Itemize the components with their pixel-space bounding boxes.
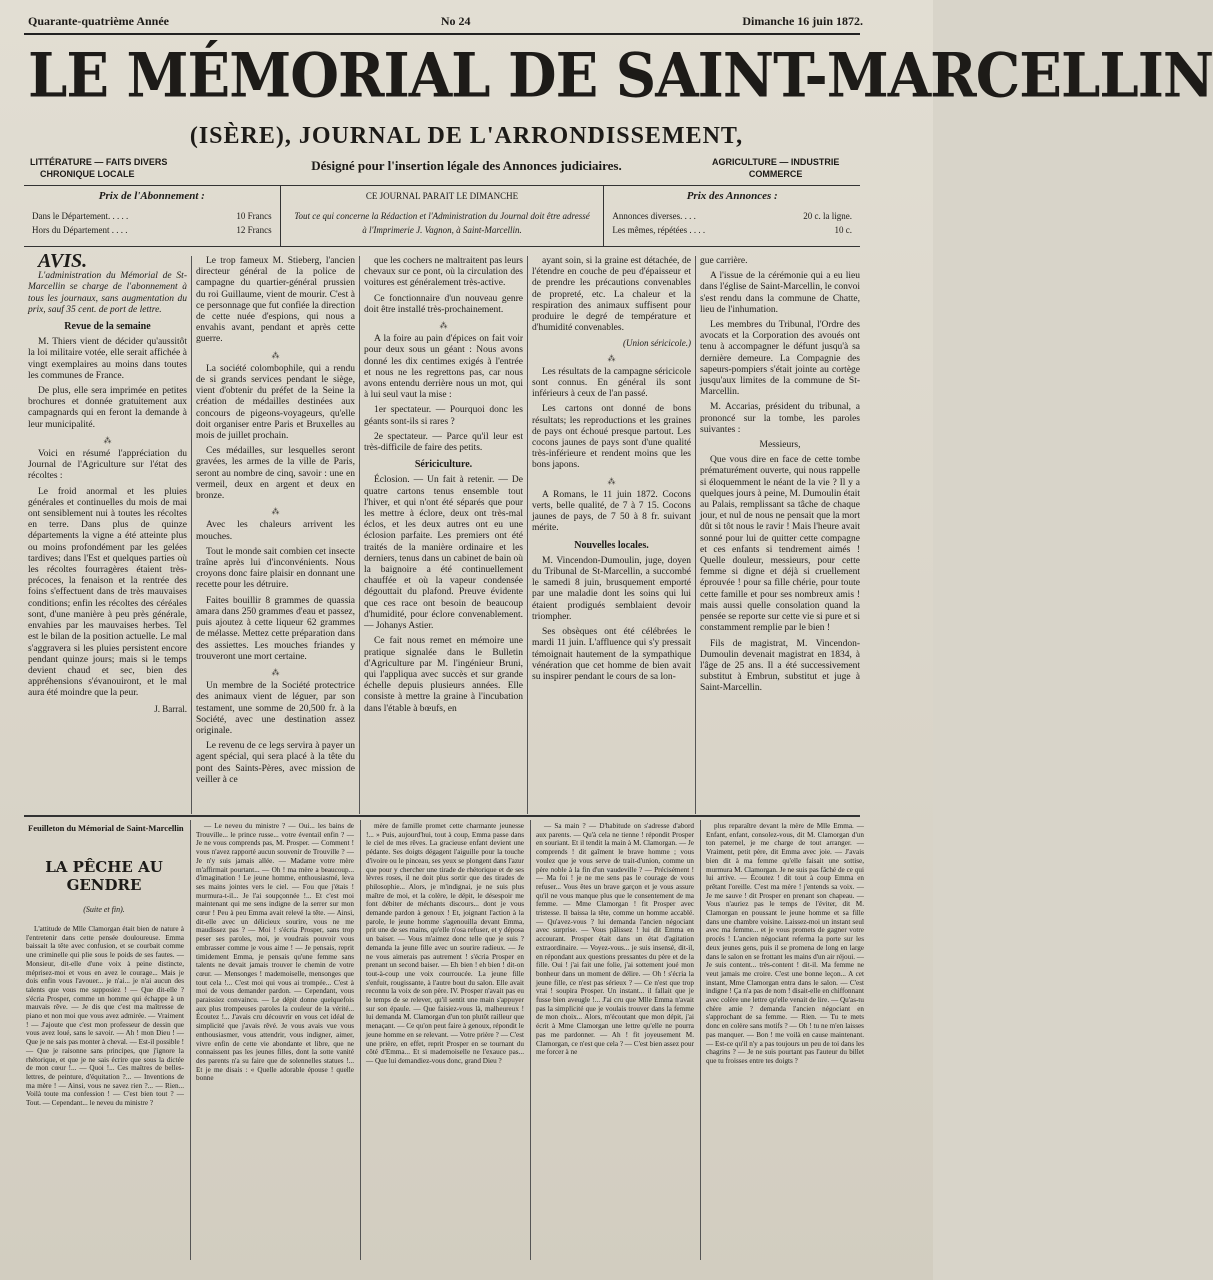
announcements-row: [612, 209, 852, 223]
article-paragraph: Ses obsèques ont été célébrées le mardi 11 juin. L'affluence qui s'y pressait témoignait hautement de la sympathique vénération que cet homme de bien avait su inspirer pendant le cours de sa lon-: [532, 627, 691, 682]
edition-year: Quarante-quatrième Année: [28, 14, 169, 28]
subscription-row-price: 12 Francs: [236, 225, 272, 235]
left-topics: [30, 156, 167, 180]
feuilleton-column-2: [196, 822, 354, 1265]
subscription-box: [24, 186, 280, 246]
subscription-row-price: 10 Francs: [236, 211, 272, 221]
subscription-row-label: Hors du Département . . . .: [32, 225, 128, 235]
article-paragraph: Le froid anormal et les pluies générales et continuelles du mois de mai ont sensiblement nui à toutes les récoltes en terre. Dans plus de quinze départements la vigne a été atteinte plus ou moins profondément par les gelées tardives; dans l'Est et quelques parties où les récoltes fourragères étaient très-précoces, la fenaison et la rentrée des foins s'effectuent dans de très mauvaises conditions; enfin les récoltes des céréales sont, d'une manière à peu près générale, envahies par les mauvaises herbes. Tel est le bilan de la position actuelle. Le mal s'aggravera si les pluies persistent encore pendant quinze jours; mais si le temps devient chaud et sec, bien des appréhensions s'évanouiront, et le mal aura été moindre que la peur.: [28, 486, 187, 699]
nouvelles-title: Nouvelles locales.: [574, 539, 649, 551]
signature: J. Barral.: [154, 703, 187, 714]
article-paragraph: Un membre de la Société protectrice des animaux vient de léguer, par son testament, une somme de 20,500 fr. à la Société, avec une destination assez originale.: [196, 681, 355, 736]
feuilleton-text: — Sa main ? — D'habitude on s'adresse d'abord aux parents. — Qu'à cela ne tienne ! répondit Prosper en souriant. Et il tendit la main à M. Clamorgan. — Je comprends ! dit gaîment le brave homme ; vous voulez que je vous serve de trait-d'union, comme un père noble à la fin d'un vaudeville ? — Précisément ! — Ma foi ! je ne me sens pas le courage de vous refuser... Vous êtes un brave garçon et je vous assure qu'il ne vous manque plus que le consentement de ma femme. — Mme Clamorgan ! fit Prosper avec tristesse. Il baissa la tête, comme un homme accablé. — Qu'avez-vous ? lui demanda l'ancien négociant avec surprise. — Vous pâlissez ! lui dit Emma en accourant. Prosper était dans un état d'agitation extraordinaire. — Voyez-vous... je suis insensé, dit-il, en répondant aux questions pressantes du père et de la fille. Oui ! j'ai fait une folie, j'ai sottement joué mon bonheur dans un moment de délire. — Oh ! s'écria la jeune fille, ce n'est pas sérieux ? — Ce n'est que trop vrai ! soupira Prosper. Un instant... il fallait que je fusse bien aveugle !... J'ai cru que Mlle Emma n'avait pas la simplicité que je voulais trouver dans la femme de mon choix... Alors, m'écoutant que mon dépit, j'ai écrit à Mme Clamorgan une lettre qu'elle ne pourra pas me pardonner. — Ah ! fit joyeusement M. Clamorgan, ce n'est que cela ? — C'est bien assez pour me forcer à ne: [536, 822, 694, 1057]
masthead-subtitle: (ISÈRE), JOURNAL DE L'ARRONDISSEMENT,: [189, 123, 744, 149]
article-paragraph: Les membres du Tribunal, l'Ordre des avocats et la Corporation des avoués ont tenu à accompagner le défunt jusqu'à sa dernière demeure. La Compagnie des sapeurs-pompiers s'était jointe au cortège jusqu'aux limites de la commune de St-Marcellin.: [700, 320, 860, 398]
column-divider: [530, 820, 531, 1260]
article-paragraph: M. Accarias, président du tribunal, a prononcé sur la tombe, les paroles suivantes :: [700, 402, 860, 435]
article-paragraph: Le trop fameux M. Stieberg, l'ancien directeur général de la police de campagne du quartier-général prussien du roi Guillaume, vient de mourir. C'est à ce personnage que fut confiée la direction de cette nuée d'espions, qui nous a envahis avant, pendant et après cette guerre.: [196, 256, 355, 345]
article-paragraph: Le revenu de ce legs servira à payer un agent spécial, qui sera placé à la tête du pont des Saints-Pères, avec mission de veiller à ce: [196, 741, 355, 785]
column-3: [360, 256, 528, 814]
feuilleton-text: mère de famille promet cette charmante jeunesse !... » Puis, aujourd'hui, tout à coup, Emma passe dans le ciel de mes rêves. La gracieuse enfant devient une pédante. Ses doigts dégagent l'aiguille pour la touche d'ivoire ou le pinceau, ses yeux se plongent dans l'azur que pour y chercher une tirade de rhétorique et de ses lèvres roses, il ne doit plus sortir que des tirades de philosophie... Alors, je m'indignai, je ne suis plus maître de moi, et la colère, le dépit, le désespoir me font débiter de méchants discours... dont je vous demande pardon à genoux ! Et, joignant l'action à la parole, le jeune homme s'agenouilla devant Emma, prit une de ses mains, qu'elle n'osa refuser, et y déposa un baiser. — Vous m'aimez donc telle que je suis ? demanda la jeune fille avec un sourire radieux. — Je ne vous aimerais pas autrement ! s'écria Prosper en prenant un second baiser. — Eh bien ! eh bien ! dit-on tout-à-coup une voix courroucée. La jeune fille s'enfuit, rougissante, à l'autre bout du salon. Elle avait reconnu la voix de son père. IV. Prosper n'avait pas eu le temps de se relever, qu'il sentit une main s'appuyer sur son épaule. — Que faisiez-vous là, malheureux ! lui demanda M. Clamorgan d'un ton plutôt railleur que menaçant. — Ce qu'on peut faire à genoux, répondit le jeune homme en se relevant. — Votre prière ? — C'est une prière, en effet, reprit Prosper en se tournant du côté d'Emma... Et si mademoiselle ne l'exauce pas... — Que lui demandiez-vous donc, grand Dieu ?: [366, 822, 524, 1065]
notice-line: CE JOURNAL PARAIT LE DIMANCHE: [365, 191, 519, 201]
speech-salutation: Messieurs,: [759, 440, 801, 451]
separator-stars: ⁂: [103, 435, 112, 445]
edition-date: Dimanche 16 juin 1872.: [742, 14, 863, 28]
feuilleton-divider: [24, 815, 860, 817]
article-paragraph: Que vous dire en face de cette tombe prématurément ouverte, qui nous rappelle si éloquemment le néant de la vie ? Il y a quelques jours à peine, M. Dumoulin était au Palais, remplissant sa tâche de chaque jour, et nul de nous ne pensait que la mort dût si tôt nous le ravir ! Mais l'heure avait sonné pour lui de quitter cette compagne et ces enfants si tendrement aimés ! Quelle douleur, messieurs, pour cette femme si digne et déjà si cruellement éprouvée ! pour sa fille chérie, pour toute cette famille et pour ses nombreux amis ! mais aussi quelle consolation quand la pensée se reporte sur cette vie si pure et si constamment remplie par le bien !: [700, 455, 860, 634]
column-divider: [700, 820, 701, 1260]
article-paragraph: Les résultats de la campagne séricicole sont connus. En général ils sont inférieurs à ceux de l'an passé.: [532, 366, 691, 400]
announcements-row-price: 20 c. la ligne.: [803, 211, 853, 221]
article-paragraph: Fils de magistrat, M. Vincendon-Dumoulin devenait magistrat en 1834, à l'âge de 25 ans. Il a été successivement substitut à Embrun, substitut et juge à Saint-Marcellin.: [700, 638, 860, 694]
separator-stars: ⁂: [439, 321, 448, 331]
column-divider: [360, 820, 361, 1260]
article-paragraph: Ce fonctionnaire d'un nouveau genre doit être installé très-prochainement.: [364, 293, 523, 315]
article-paragraph: Faites bouillir 8 grammes de quassia amara dans 250 grammes d'eau et passez, puis ajoutez à cette liqueur 62 grammes de mélasse. Mettez cette préparation dans des assiettes. Les mouches friandes y trouveront une mort certaine.: [196, 595, 355, 662]
article-paragraph: 1er spectateur. — Pourquoi donc les géants sont-ils si rares ?: [364, 405, 523, 427]
feuilleton-text: plus reparaître devant la mère de Mlle Emma. — Enfant, enfant, consolez-vous, dit M. Clamorgan d'un ton paternel, je me charge de tout arranger. — Vraiment, petit père, dit Emma avec joie. — J'avais bien dit à ma femme qu'elle faisait une sottise, murmura M. Clamorgan. Je ne suis pas fâché de ce qui lui arrive. — Écoutez ! dit tout à coup Emma en prêtant l'oreille. C'est ma mère ! j'entends sa voix. — Je me sauve ! dit Prosper en prenant son chapeau. — Vous n'auriez pas le temps de l'éviter, dit M. Clamorgan en poussant le jeune homme et sa fille dans une chambre voisine. Laissez-moi un instant seul avec ma femme... et je vous promets de gagner votre procès ! L'ancien négociant referma la porte sur les deux jeunes gens, puis il se promena de long en large dans le salon en se frottant les mains d'un air réjoui. — Je suis content... très-content ! dit-il. Ma femme ne veut jamais me croire. C'est une bonne leçon... A cet instant, Mme Clamorgan entra dans le salon. — C'est indigne ! Ça n'a pas de nom ! disait-elle en chiffonnant avec colère une lettre qu'elle venait de lire. — Qu'as-tu chère amie ? demanda l'ancien négociant en s'approchant de sa femme. — Rien. — Tu te mets donc en colère sans motifs ? — Oh ! tu ne m'en laisses pas manquer. — Bon ! me voilà en cause maintenant. — Est-ce qu'il n'y a pas toujours un peu de toi dans les chagrins ? — Je ne suis pourtant pas l'auteur du billet que tu froisses entre tes doigts ?: [706, 822, 864, 1065]
notice-line: Tout ce qui concerne la Rédaction et l'Administration du Journal doit être adressé: [294, 211, 590, 221]
left-topics-line2: CHRONIQUE LOCALE: [40, 169, 135, 179]
legal-designation: Désigné pour l'insertion légale des Annonces judiciaires.: [311, 158, 622, 173]
feuilleton-label: Feuilleton du Mémorial de Saint-Marcellin: [28, 823, 184, 833]
article-paragraph: La société colombophile, qui a rendu de si grands services pendant le siège, vient d'obtenir du préfet de la Seine la création de médailles destinées aux concours de pigeons-voyageurs, qu'elle doit organiser entre Paris et Bruxelles au mois de juillet prochain.: [196, 363, 355, 442]
article-paragraph: A Romans, le 11 juin 1872. Cocons verts, belle qualité, de 7 à 7 15. Cocons jaunes de pays, de 7 50 à 8 fr. suivant mérite.: [532, 489, 691, 534]
revue-title: Revue de la semaine: [64, 321, 151, 333]
article-paragraph: ayant soin, si la graine est détachée, de l'étendre en couche de peu d'épaisseur et de prendre les précautions convenables de propreté, etc. La chaleur et la respiration des animaux suffisent pour produire le degré de température et d'humidité convenables.: [532, 256, 691, 334]
sericulture-title: Sériciculture.: [414, 459, 473, 471]
article-paragraph: M. Thiers vient de décider qu'aussitôt la loi militaire votée, elle serait affichée à vingt exemplaires au moins dans toutes les communes de France.: [28, 337, 187, 381]
feuilleton-text: — Le neveu du ministre ? — Oui... les bains de Trouville... le prince russe... votre éventail enfin ? — Je ne vous comprends pas, M. Prosper. — Comment ! vous n'avez rapporté aucun souvenir de Trouville ? — Je n'y suis jamais allée. — Madame votre mère m'affirmait pourtant... — Oh ! ma mère a beaucoup... d'imagination ! Le jeune homme, enthousiasmé, leva ses mains jointes vers le ciel. — Fou que j'étais ! murmura-t-il... Je l'ai soupçonnée !... Et c'est moi maintenant qui me sens indigne de la serrer sur mon cœur ! Peu à peu Emma avait relevé la tête. — Ainsi, dit-elle avec un délicieux sourire, vous ne me maudissez pas ? — Moi ! s'écria Prosper, sans trop peser ses paroles, moi, je voudrais pouvoir vous embrasser comme je vous aime ! — Je pensais, reprit timidement Emma, je pensais qu'une femme sans talents ne devait jamais trouver le chemin de votre cœur. — Mensonges ! mademoiselle, mensonges que tout cela !... C'est moi qui vous ai trompée... C'est à moi de vous demander pardon. — Cependant, vous paraissiez convaincu. — Le dépit donne quelquefois aux plus trompeuses paroles la couleur de la vérité... Écoutez !... J'avais cru découvrir en vous cet idéal de simplicité que j'avais rêvé. Je vous avais vue vous enthousiasmer, vous attendrir, vous indigner, aimer, vivre enfin de cette vie abondante et libre, que ne connaissent pas les jeunes filles, dont la sotte vanité des parents n'a su faire que de solennelles statues !... Et je me disais : « Quelle adorable épouse ! quelle bonne: [196, 822, 354, 1083]
top-rule: [24, 33, 860, 35]
feuilleton-column-1: [26, 925, 184, 1265]
subscription-row: [32, 209, 272, 223]
notice-line: à l'Imprimerie J. Vagnon, à Saint-Marcellin.: [362, 225, 522, 235]
announcements-box: [604, 186, 860, 246]
separator-stars: ⁂: [271, 667, 280, 677]
subscription-row-label: Dans le Département. . . . .: [32, 211, 129, 221]
announcements-title: Prix des Annonces :: [686, 190, 778, 202]
column-5: [696, 256, 864, 814]
separator-stars: ⁂: [607, 476, 616, 486]
main-columns: [24, 250, 864, 814]
article-paragraph: Ces médailles, sur lesquelles seront gravées, les armes de la ville de Paris, seront au nombre de cinq, savoir : une en vermeil, deux en argent et deux en bronze.: [196, 446, 355, 502]
column-2: [192, 256, 360, 814]
source-note: (Union séricicole.): [623, 338, 691, 349]
article-paragraph: Voici en résumé l'appréciation du Journal de l'Agriculture sur l'état des récoltes :: [28, 449, 187, 482]
avis-title: AVIS.: [38, 250, 88, 272]
article-paragraph: M. Vincendon-Dumoulin, juge, doyen du Tribunal de St-Marcellin, a succombé le samedi 8 juin, brusquement emporté par une maladie dont les soins qui lui étaient prodigués semblaient devoir triompher.: [532, 555, 691, 622]
column-1: [24, 250, 192, 814]
right-topics-line1: AGRICULTURE — INDUSTRIE: [712, 157, 840, 167]
feuilleton-column-3: [366, 822, 524, 1265]
edition-line: [28, 14, 863, 29]
article-paragraph: Tout le monde sait combien cet insecte traîne après lui d'inconvénients. Nous croyons donc faire plaisir en donnant une recette pour les détruire.: [196, 546, 355, 591]
article-paragraph: 2e spectateur. — Parce qu'il leur est très-difficile de faire des petits.: [364, 431, 523, 454]
article-paragraph: gue carrière.: [700, 256, 748, 266]
announcements-row-label: Annonces diverses. . . .: [612, 211, 696, 221]
separator-stars: ⁂: [271, 350, 280, 360]
article-paragraph: Les cartons ont donné de bons résultats; les reproductions et les graines de pays ont échoué presque partout. Les cocons jaunes de pays sont d'une qualité très-inférieure et rendent moins que les bons japons.: [532, 404, 691, 471]
left-topics-line1: LITTÉRATURE — FAITS DIVERS: [30, 157, 168, 167]
subscription-row: [32, 223, 272, 237]
column-divider: [190, 820, 191, 1260]
price-box-row: [24, 185, 860, 247]
publication-notice: [280, 186, 605, 246]
article-paragraph: A l'issue de la cérémonie qui a eu lieu dans l'église de Saint-Marcellin, le convoi s'est rendu dans la commune de Chatte, lieu de l'inhumation.: [700, 271, 860, 315]
separator-stars: ⁂: [271, 507, 280, 517]
article-paragraph: Avec les chaleurs arrivent les mouches.: [196, 520, 355, 542]
subscription-title: Prix de l'Abonnement :: [98, 190, 205, 202]
feuilleton-suite: (Suite et fin).: [83, 905, 125, 914]
article-paragraph: Ce fait nous remet en mémoire une pratique signalée dans le Bulletin d'Agriculture par M. l'ingénieur Bruni, qui l'appliqua avec succès et sur grande échelle depuis plusieurs années. Elle consiste à mettre la graine à l'incubation dans l'étable à bœufs, en: [364, 636, 523, 714]
feuilleton-column-5: [706, 822, 864, 1265]
article-paragraph: que les cochers ne maltraitent pas leurs chevaux sur ce pont, où la circulation des voitures est généralement très-active.: [364, 256, 523, 289]
feuilleton-title: LA PÊCHE AU GENDRE: [45, 858, 163, 894]
right-topics: [712, 156, 839, 180]
separator-stars: ⁂: [607, 353, 616, 363]
article-paragraph: De plus, elle sera imprimée en petites brochures et donnée gratuitement aux campagnards qui en feront la demande à leur municipalité.: [28, 386, 187, 430]
avis-text: L'administration du Mémorial de St-Marcellin se charge de l'abonnement à tous les journaux, sans augmentation du prix, sauf 35 cent. de port de lettre.: [28, 271, 187, 315]
announcements-row-label: Les mêmes, répétées . . . .: [612, 225, 706, 235]
feuilleton-text: L'attitude de Mlle Clamorgan était bien de nature à l'entretenir dans cette pensée douloureuse. Emma baissait la tête avec confusion, et se courbait comme une criminelle qui plie sous le poids de ses fautes. — Monsieur, dit-elle d'une voix à peine distincte, méprisez-moi et vous en avez le courage... Mais je dois enfin vous l'avouer... je n'ai... je n'ai aucun des talents que vous me supposiez ! — Que dit-elle ? s'écria Prosper, comme un homme qui échappe à un mauvais rêve. — Je dis que c'est ma maîtresse de piano et non moi que vous avez admirée. — Vraiment ! — J'ajoute que c'est mon professeur de dessin que vous avez loué, sans le savoir. — Ah ! mon Dieu ! — Que je ne sais pas monter à cheval. — Est-il possible ! — Que je raisonne sans principes, que j'ignore la rhétorique, et que je ne sais écrire que sous la dictée de mon cœur !... — Quoi !... Ces maîtres de belles-lettres, de peinture, d'équitation ?... — Inventions de ma mère ! — Ainsi, vous ne savez rien ?... — Rien... Voilà toute ma confession ! — C'est bien tout ? — Tout. — Cependant... le neveu du ministre ?: [26, 925, 184, 1108]
article-paragraph: A la foire au pain d'épices on fait voir pour deux sous un géant : Nous avons donné les dix centimes exigés à l'entrée et nous ne les regrettons pas, car nous avons entendu derrière nous un mot, qui à lui seul vaut la mise :: [364, 334, 523, 401]
article-paragraph: Éclosion. — Un fait à retenir. — De quatre cartons tenus ensemble tout l'hiver, et qui n'ont été séparés que pour les mettre à éclore, deux ont très-mal éclos, et les deux autres ont eu une éclosion parfaite. Les premiers ont été traités de la manière ordinaire et les derniers, tenus dans un cabinet de bain où la baignoire a été continuellement chauffée et où la vapeur condensée dégouttait du plafond. Preuve évidente que ces race ont besoin de beaucoup d'humidité, pour éclore convenablement. — Johanys Astier.: [364, 475, 523, 632]
edition-number: No 24: [440, 14, 471, 28]
announcements-row-price: 10 c.: [834, 225, 853, 235]
column-4: [528, 256, 696, 814]
announcements-row: [612, 223, 852, 237]
right-topics-line2: COMMERCE: [748, 169, 803, 179]
feuilleton-column-4: [536, 822, 694, 1265]
masthead-title: LE MÉMORIAL DE SAINT-MARCELLIN: [28, 40, 1213, 112]
